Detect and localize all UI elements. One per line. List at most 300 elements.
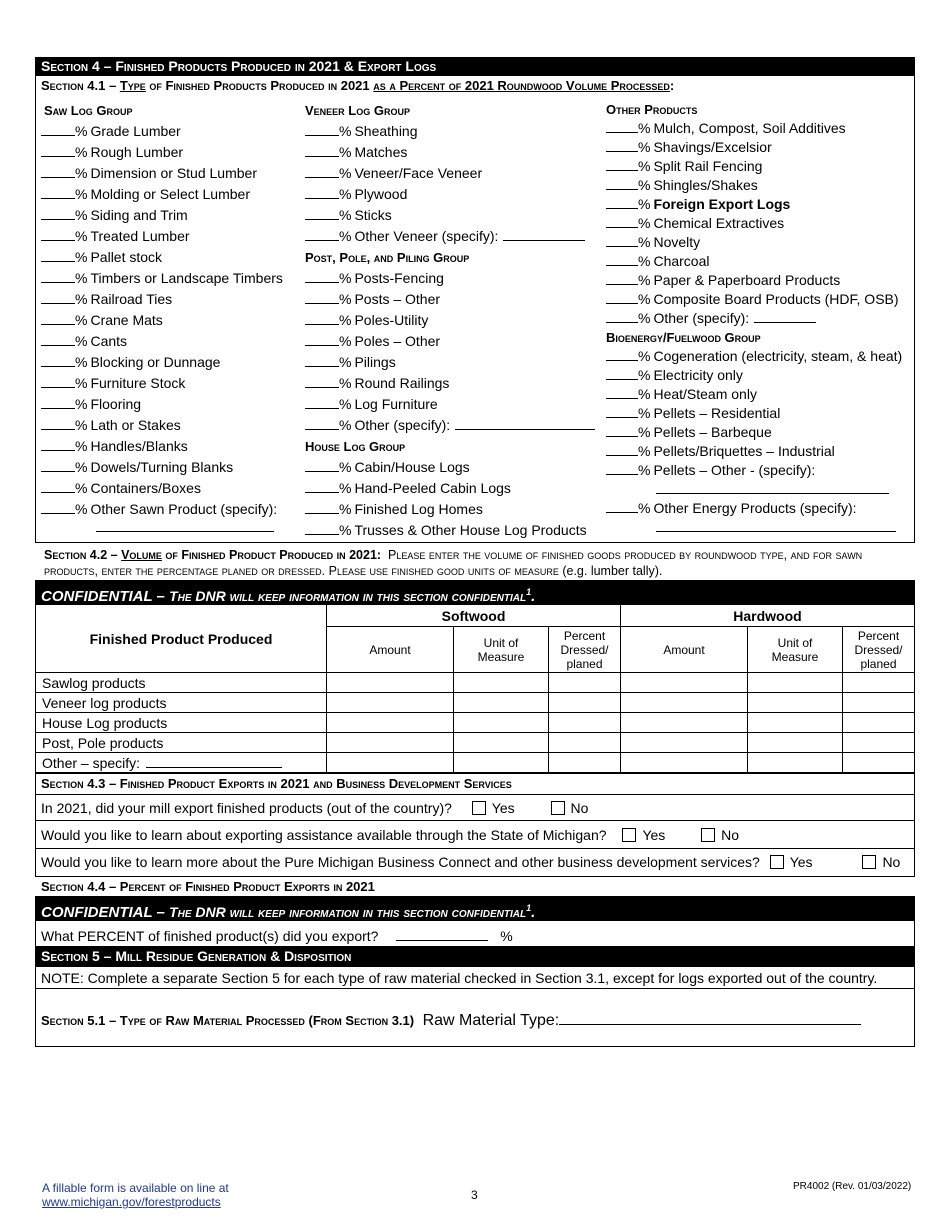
- product-label: House Log products: [42, 714, 168, 731]
- percent-sign: %: [75, 375, 88, 391]
- percent-sign: %: [339, 333, 352, 349]
- bio-item-label: Cogeneration (electricity, steam, & heat): [653, 348, 903, 364]
- raw-material-type-field[interactable]: [559, 1009, 861, 1025]
- saw_log-percent-field-treated-lumber[interactable]: [41, 227, 75, 241]
- saw_log-item-label: Dimension or Stud Lumber: [90, 165, 257, 181]
- list-item: [606, 499, 902, 518]
- list-item: [41, 289, 283, 310]
- veneer-item-label: Sticks: [354, 207, 392, 223]
- percent-sign: %: [638, 196, 651, 212]
- percent-sign: %: [339, 144, 352, 160]
- raw-material-label: Raw Material Type:: [422, 1012, 560, 1029]
- saw_log-item-label: Treated Lumber: [90, 228, 190, 244]
- section-5-note: NOTE: Complete a separate Section 5 for each type of raw material checked in Section 3.1, except for logs exported out of the country.: [41, 970, 878, 986]
- house-percent-field-trusses-other-house-log-products[interactable]: [305, 521, 339, 535]
- softwood-amount-cell[interactable]: [327, 673, 454, 693]
- saw_log-percent-field-blocking-or-dunnage[interactable]: [41, 353, 75, 367]
- percent-sign: %: [75, 480, 88, 496]
- list-item: [41, 247, 283, 268]
- other-percent-field-chemical-extractives[interactable]: [606, 214, 638, 228]
- bio-percent-field-pellets-other-specify[interactable]: [606, 461, 638, 475]
- other-percent-field-novelty[interactable]: [606, 233, 638, 247]
- assistance-yes-checkbox[interactable]: [622, 828, 636, 842]
- confidential-banner-1: CONFIDENTIAL – The DNR will keep information in this section confidential$^1$.: [35, 580, 915, 604]
- other-item-label: Split Rail Fencing: [653, 158, 763, 174]
- bio-percent-field-pellets-residential[interactable]: [606, 404, 638, 418]
- product-row-label: [36, 713, 327, 733]
- list-item: [606, 138, 902, 157]
- percent-sign: %: [638, 405, 651, 421]
- list-item: [606, 290, 902, 309]
- post-item-label: Other (specify):: [354, 417, 451, 433]
- percent-sign: %: [339, 480, 352, 496]
- export-percent-field[interactable]: [396, 927, 488, 941]
- divider: [35, 820, 915, 821]
- table-row: [36, 673, 915, 693]
- saw_log-percent-field-other-sawn-product-specify[interactable]: [41, 500, 75, 514]
- forestproducts-link[interactable]: www.michigan.gov/forestproducts: [42, 1195, 221, 1209]
- house-percent-field-cabin-house-logs[interactable]: [305, 458, 339, 472]
- percent-sign: %: [638, 272, 651, 288]
- finished-product-header: Finished Product Produced: [36, 605, 327, 673]
- list-item: [606, 404, 902, 423]
- export-no-checkbox[interactable]: [551, 801, 565, 815]
- list-item: [41, 436, 283, 457]
- hardwood-unit-cell[interactable]: [748, 693, 843, 713]
- saw_log-percent-field-railroad-ties[interactable]: [41, 290, 75, 304]
- hardwood-amount-cell[interactable]: [621, 713, 748, 733]
- percent-sign: %: [75, 459, 88, 475]
- list-item: [305, 163, 595, 184]
- percent-sign: %: [339, 417, 352, 433]
- product-label: Post, Pole products: [42, 734, 164, 751]
- percent-sign: %: [339, 228, 352, 244]
- percent-sign: %: [75, 144, 88, 160]
- saw_log-percent-field-dowels-turning-blanks[interactable]: [41, 458, 75, 472]
- right-column: [606, 100, 902, 537]
- other-item-label: Chemical Extractives: [653, 215, 785, 231]
- other-specify-field[interactable]: [146, 754, 282, 768]
- product-label: Sawlog products: [42, 674, 146, 691]
- export-yes-checkbox[interactable]: [472, 801, 486, 815]
- hardwood-amount-cell[interactable]: [621, 753, 748, 773]
- list-item: [606, 157, 902, 176]
- bio-group-title: Bioenergy/Fuelwood Group: [606, 330, 761, 345]
- saw_log-item-label: Dowels/Turning Blanks: [90, 459, 234, 475]
- divider: [35, 988, 915, 989]
- hardwood-unit-cell[interactable]: [748, 713, 843, 733]
- percent-sign: %: [339, 123, 352, 139]
- post-item-label: Posts – Other: [354, 291, 441, 307]
- list-item: [606, 423, 902, 442]
- post-percent-field-log-furniture[interactable]: [305, 395, 339, 409]
- house-percent-field-finished-log-homes[interactable]: [305, 500, 339, 514]
- softwood-amount-cell[interactable]: [327, 713, 454, 733]
- assistance-no-option[interactable]: No: [701, 827, 739, 843]
- post-item-label: Posts-Fencing: [354, 270, 444, 286]
- other-percent-field-shingles-shakes[interactable]: [606, 176, 638, 190]
- list-item: [41, 268, 283, 289]
- bio-percent-field-electricity-only[interactable]: [606, 366, 638, 380]
- other-item-label: Composite Board Products (HDF, OSB): [653, 291, 899, 307]
- saw_log-item-label: Siding and Trim: [90, 207, 188, 223]
- table-row: [36, 733, 915, 753]
- list-item: [41, 163, 283, 184]
- export-assistance-question: Would you like to learn about exporting assistance available through the State of Michigan? Yes No: [41, 827, 740, 843]
- list-item: [606, 195, 902, 214]
- list-item: [305, 331, 595, 352]
- hardwood-unit-cell[interactable]: [748, 733, 843, 753]
- bio-item-label: Electricity only: [653, 367, 743, 383]
- softwood-amount-cell[interactable]: [327, 693, 454, 713]
- list-item: [606, 233, 902, 252]
- list-item: [606, 214, 902, 233]
- other-energy-label: Other Energy Products (specify):: [653, 500, 857, 516]
- other-item-label: Mulch, Compost, Soil Additives: [653, 120, 846, 136]
- saw_log-item-label: Lath or Stakes: [90, 417, 181, 433]
- assistance-no-checkbox[interactable]: [701, 828, 715, 842]
- pellets-other-specify-field[interactable]: [656, 480, 889, 494]
- hardwood-percent-cell[interactable]: [843, 693, 915, 713]
- bio-percent-field-pellets-barbeque[interactable]: [606, 423, 638, 437]
- list-item: [305, 268, 595, 289]
- percent-sign: %: [75, 354, 88, 370]
- percent-sign: %: [75, 438, 88, 454]
- list-item: [305, 457, 595, 478]
- business-connect-question: Would you like to learn more about the Pure Michigan Business Connect and other business development services? Yes No: [41, 854, 901, 870]
- softwood-percent-cell[interactable]: [549, 693, 621, 713]
- softwood-unit-header: Unit of Measure: [454, 627, 549, 673]
- other-energy-specify-field[interactable]: [656, 518, 896, 532]
- list-item: [41, 142, 283, 163]
- post-item-label: Poles-Utility: [354, 312, 429, 328]
- percent-sign: %: [75, 165, 88, 181]
- percent-sign: %: [75, 249, 88, 265]
- percent-sign: %: [638, 139, 651, 155]
- other-products-title: Other Products: [606, 102, 698, 117]
- percent-sign: %: [339, 459, 352, 475]
- saw_log-percent-field-handles-blanks[interactable]: [41, 437, 75, 451]
- list-item: [41, 226, 283, 247]
- percent-sign: %: [638, 215, 651, 231]
- hardwood-amount-cell[interactable]: [621, 693, 748, 713]
- veneer-item-label: Sheathing: [354, 123, 418, 139]
- softwood-amount-header: Amount: [327, 627, 454, 673]
- middle-column: [305, 100, 595, 541]
- percent-sign: %: [339, 312, 352, 328]
- percent-sign: %: [339, 270, 352, 286]
- post-specify-field[interactable]: [455, 416, 595, 430]
- list-item: [41, 394, 283, 415]
- percent-sign: %: [638, 424, 651, 440]
- other-percent-field-charcoal[interactable]: [606, 252, 638, 266]
- veneer-percent-field-other-veneer-specify[interactable]: [305, 227, 339, 241]
- saw-log-group-title: Saw Log Group: [44, 103, 133, 118]
- hardwood-header: Hardwood: [621, 605, 915, 627]
- percent-sign: %: [339, 207, 352, 223]
- percent-sign: %: [339, 291, 352, 307]
- assistance-yes-option[interactable]: Yes: [622, 827, 665, 843]
- softwood-percent-cell[interactable]: [549, 733, 621, 753]
- product-row-label: [36, 673, 327, 693]
- list-item: [606, 442, 902, 461]
- house-percent-field-hand-peeled-cabin-logs[interactable]: [305, 479, 339, 493]
- list-item: [606, 176, 902, 195]
- list-item: [305, 520, 595, 541]
- saw_log-percent-field-crane-mats[interactable]: [41, 311, 75, 325]
- saw_log-percent-field-containers-boxes[interactable]: [41, 479, 75, 493]
- export-percent-question: What PERCENT of finished product(s) did you export? %: [41, 928, 513, 944]
- table-row: [36, 753, 915, 773]
- bio-item-label: Pellets – Residential: [653, 405, 781, 421]
- list-item: [305, 310, 595, 331]
- post-item-label: Poles – Other: [354, 333, 441, 349]
- list-item: [305, 289, 595, 310]
- hardwood-amount-cell[interactable]: [621, 733, 748, 753]
- finished-product-volume-table: [35, 604, 915, 773]
- list-item: [305, 352, 595, 373]
- bio-item-label: Pellets/Briquettes – Industrial: [653, 443, 835, 459]
- saw_log-percent-field-rough-lumber[interactable]: [41, 143, 75, 157]
- percent-sign: %: [75, 186, 88, 202]
- veneer-item-label: Matches: [354, 144, 408, 160]
- percent-sign: %: [638, 310, 651, 326]
- other-percent-field-foreign-export-logs[interactable]: [606, 195, 638, 209]
- percent-sign: %: [638, 120, 651, 136]
- other-item-label: Foreign Export Logs: [653, 196, 791, 212]
- saw_log-percent-field-dimension-or-stud-lumber[interactable]: [41, 164, 75, 178]
- list-item: [41, 121, 283, 142]
- percent-sign: %: [75, 417, 88, 433]
- bio-percent-field-pellets-briquettes-industrial[interactable]: [606, 442, 638, 456]
- hardwood-amount-header: Amount: [621, 627, 748, 673]
- table-row: [36, 713, 915, 733]
- saw-log-group: [41, 100, 283, 520]
- list-item: [606, 309, 902, 328]
- list-item: [305, 499, 595, 520]
- percent-sign: %: [638, 158, 651, 174]
- saw_log-percent-field-furniture-stock[interactable]: [41, 374, 75, 388]
- post-percent-field-round-railings[interactable]: [305, 374, 339, 388]
- saw_log-item-label: Other Sawn Product (specify):: [90, 501, 278, 517]
- softwood-header: Softwood: [327, 605, 621, 627]
- saw_log-item-label: Crane Mats: [90, 312, 163, 328]
- bio-item-label: Pellets – Other - (specify):: [653, 462, 816, 478]
- softwood-unit-cell[interactable]: [454, 753, 549, 773]
- fillable-note: A fillable form is available on line at: [42, 1181, 229, 1195]
- other-percent-field-composite-board-products-hdf-osb[interactable]: [606, 290, 638, 304]
- pellets-other-specify-line[interactable]: [606, 480, 902, 499]
- other-energy-specify-line[interactable]: [606, 518, 902, 537]
- saw_log-percent-field-molding-or-select-lumber[interactable]: [41, 185, 75, 199]
- softwood-percent-cell[interactable]: [549, 753, 621, 773]
- house-item-label: Trusses & Other House Log Products: [354, 522, 587, 538]
- saw_log-item-label: Timbers or Landscape Timbers: [90, 270, 283, 286]
- post-item-label: Round Railings: [354, 375, 450, 391]
- veneer-percent-field-veneer-face-veneer[interactable]: [305, 164, 339, 178]
- veneer-item-label: Other Veneer (specify):: [354, 228, 499, 244]
- saw_log-item-label: Handles/Blanks: [90, 438, 188, 454]
- percent-sign: %: [75, 396, 88, 412]
- saw_log-item-label: Blocking or Dunnage: [90, 354, 221, 370]
- percent-sign: %: [339, 501, 352, 517]
- post-item-label: Pilings: [354, 354, 396, 370]
- saw_log-percent-field-grade-lumber[interactable]: [41, 122, 75, 136]
- hardwood-percent-cell[interactable]: [843, 673, 915, 693]
- veneer-percent-field-sheathing[interactable]: [305, 122, 339, 136]
- list-item: [41, 457, 283, 478]
- percent-sign: %: [339, 396, 352, 412]
- veneer-item-label: Plywood: [354, 186, 408, 202]
- export-yes-option[interactable]: Yes: [472, 800, 515, 816]
- saw_log-item-label: Grade Lumber: [90, 123, 181, 139]
- list-item: [606, 119, 902, 138]
- hardwood-percent-cell[interactable]: [843, 713, 915, 733]
- list-item: [606, 347, 902, 366]
- other-percent-field-shavings-excelsior[interactable]: [606, 138, 638, 152]
- saw_log-item-label: Flooring: [90, 396, 142, 412]
- section-5-header: Section 5 – Mill Residue Generation & Disposition: [35, 947, 915, 966]
- list-item: [305, 478, 595, 499]
- bio-item-label: Heat/Steam only: [653, 386, 757, 402]
- hardwood-unit-cell[interactable]: [748, 753, 843, 773]
- list-item: [606, 252, 902, 271]
- softwood-amount-cell[interactable]: [327, 753, 454, 773]
- percent-sign: %: [638, 367, 651, 383]
- list-item: [41, 499, 283, 520]
- percent-sign: %: [75, 123, 88, 139]
- section-4-3-header: Section 4.3 – Finished Product Exports in 2021 and Business Development Services: [41, 776, 512, 791]
- list-item: [606, 366, 902, 385]
- percent-sign: %: [339, 375, 352, 391]
- other-percent-field-mulch-compost-soil-additives[interactable]: [606, 119, 638, 133]
- other-percent-field-paper-paperboard-products[interactable]: [606, 271, 638, 285]
- section-5-1-row: [41, 1009, 861, 1030]
- form-number: PR4002 (Rev. 01/03/2022): [793, 1181, 912, 1192]
- other-specify-field[interactable]: [754, 309, 816, 323]
- business-yes-checkbox[interactable]: [770, 855, 784, 869]
- percent-sign: %: [638, 253, 651, 269]
- post-percent-field-pilings[interactable]: [305, 353, 339, 367]
- veneer-log-group-title: Veneer Log Group: [305, 103, 410, 118]
- list-item: [41, 478, 283, 499]
- saw_log-item-label: Containers/Boxes: [90, 480, 201, 496]
- hardwood-unit-header: Unit of Measure: [748, 627, 843, 673]
- veneer-percent-field-matches[interactable]: [305, 143, 339, 157]
- percent-sign: %: [75, 333, 88, 349]
- hardwood-percent-cell[interactable]: [843, 733, 915, 753]
- confidential-banner-2: CONFIDENTIAL – The DNR will keep information in this section confidential$^1$.: [35, 896, 915, 920]
- softwood-unit-cell[interactable]: [454, 733, 549, 753]
- list-item: [305, 184, 595, 205]
- list-item: [41, 310, 283, 331]
- business-no-checkbox[interactable]: [862, 855, 876, 869]
- veneer-percent-field-plywood[interactable]: [305, 185, 339, 199]
- product-row-label: [36, 693, 327, 713]
- softwood-percent-cell[interactable]: [549, 673, 621, 693]
- list-item: [41, 415, 283, 436]
- section-4-4-header: Section 4.4 – Percent of Finished Product Exports in 2021: [41, 879, 375, 894]
- post-percent-field-other-specify[interactable]: [305, 416, 339, 430]
- other-item-label: Shavings/Excelsior: [653, 139, 772, 155]
- bio-percent-field-cogeneration-electricity-steam-heat[interactable]: [606, 347, 638, 361]
- post-percent-field-poles-utility[interactable]: [305, 311, 339, 325]
- list-item: [305, 415, 595, 436]
- percent-sign: %: [75, 270, 88, 286]
- percent-sign: %: [75, 312, 88, 328]
- bio-percent-field-heat-steam-only[interactable]: [606, 385, 638, 399]
- house-item-label: Finished Log Homes: [354, 501, 483, 517]
- divider: [35, 848, 915, 849]
- softwood-unit-cell[interactable]: [454, 673, 549, 693]
- hardwood-amount-cell[interactable]: [621, 673, 748, 693]
- other-percent-field-other-specify[interactable]: [606, 309, 638, 323]
- saw_log-percent-field-flooring[interactable]: [41, 395, 75, 409]
- percent-sign: %: [638, 348, 651, 364]
- hardwood-unit-cell[interactable]: [748, 673, 843, 693]
- percent-sign: %: [638, 386, 651, 402]
- other-energy-percent-field[interactable]: [606, 499, 638, 513]
- softwood-unit-cell[interactable]: [454, 713, 549, 733]
- product-row-label: [36, 753, 327, 773]
- percent-sign: %: [638, 177, 651, 193]
- softwood-amount-cell[interactable]: [327, 733, 454, 753]
- hardwood-percent-cell[interactable]: [843, 753, 915, 773]
- saw_log-percent-field-lath-or-stakes[interactable]: [41, 416, 75, 430]
- saw_log-item-label: Cants: [90, 333, 128, 349]
- post-percent-field-posts-other[interactable]: [305, 290, 339, 304]
- list-item: [41, 373, 283, 394]
- other-item-label: Other (specify):: [653, 310, 750, 326]
- page-number: 3: [471, 1188, 478, 1202]
- saw_log-item-label: Molding or Select Lumber: [90, 186, 250, 202]
- percent-sign: %: [75, 228, 88, 244]
- product-label: Veneer log products: [42, 694, 167, 711]
- list-item: [305, 205, 595, 226]
- saw_log-item-label: Rough Lumber: [90, 144, 184, 160]
- softwood-percent-cell[interactable]: [549, 713, 621, 733]
- percent-sign: %: [339, 165, 352, 181]
- business-no-option[interactable]: No: [862, 854, 900, 870]
- saw_log-percent-field-cants[interactable]: [41, 332, 75, 346]
- other-percent-field-split-rail-fencing[interactable]: [606, 157, 638, 171]
- section-4-2-text: Section 4.2 – Volume of Finished Product Produced in 2021: Please enter the volume of finished goods produced by roundwood type, and for sawn products, enter the percentage planed or dressed. Please use finished good units of measure (e.g. lumber tally).: [44, 548, 863, 578]
- saw_log-percent-field-timbers-or-landscape-timbers[interactable]: [41, 269, 75, 283]
- list-item: [606, 461, 902, 480]
- veneer-percent-field-sticks[interactable]: [305, 206, 339, 220]
- percent-sign: %: [339, 522, 352, 538]
- section-4-1-title: Section 4.1 – Type of Finished Products Produced in 2021 as a Percent of 2021 Roundwood Volume Processed:: [41, 78, 675, 93]
- list-item: [41, 205, 283, 226]
- percent-sign: %: [638, 291, 651, 307]
- saw_log-percent-field-siding-and-trim[interactable]: [41, 206, 75, 220]
- list-item: [606, 271, 902, 290]
- post-percent-field-posts-fencing[interactable]: [305, 269, 339, 283]
- veneer-specify-field[interactable]: [503, 227, 585, 241]
- post-percent-field-poles-other[interactable]: [305, 332, 339, 346]
- export-no-option[interactable]: No: [551, 800, 589, 816]
- list-item: [305, 142, 595, 163]
- list-item: [305, 226, 595, 247]
- percent-sign: %: [75, 291, 88, 307]
- house-group-title: House Log Group: [305, 439, 406, 454]
- list-item: [41, 331, 283, 352]
- softwood-unit-cell[interactable]: [454, 693, 549, 713]
- business-yes-option[interactable]: Yes: [770, 854, 813, 870]
- other-sawn-specify-line[interactable]: [96, 531, 274, 532]
- post-group-title: Post, Pole, and Piling Group: [305, 250, 470, 265]
- saw_log-percent-field-pallet-stock[interactable]: [41, 248, 75, 262]
